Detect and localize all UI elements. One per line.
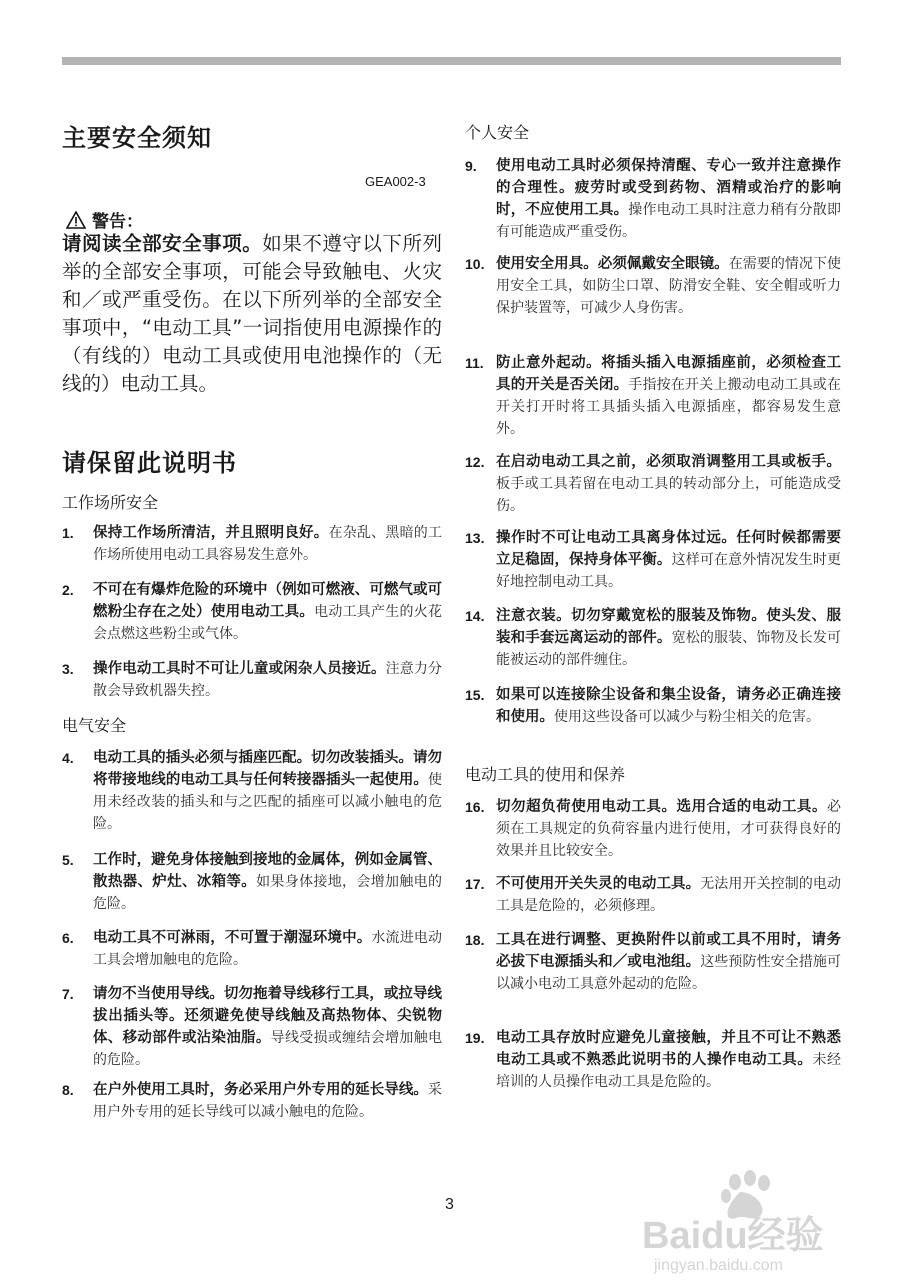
item-number: 1. xyxy=(62,525,74,541)
item-text: 板手或工具若留在电动工具的转动部分上，可能造成受伤。 xyxy=(496,476,841,514)
item-text: 必须在工具规定的负荷容量内进行使用，才可获得良好的效果并且比较安全。 xyxy=(496,799,841,859)
item-text: 采用户外专用的延长导线可以减小触电的危险。 xyxy=(93,1082,442,1120)
page-title: 主要安全须知 xyxy=(62,124,212,152)
item-bold: 不可使用开关失灵的电动工具。 xyxy=(496,876,701,892)
item-bold: 不可在有爆炸危险的环境中（例如可燃液、可燃气或可燃粉尘存在之处）使用电动工具。 xyxy=(93,582,442,620)
item-number: 5. xyxy=(62,852,74,868)
list-item xyxy=(62,983,442,1071)
item-text: 注意力分散会导致机器失控。 xyxy=(93,661,443,699)
list-item xyxy=(465,929,841,995)
item-bold: 防止意外起动。将插头插入电源插座前，必须检查工具的开关是否关闭。 xyxy=(496,355,841,393)
item-bold: 在启动电动工具之前，必须取消调整用工具或板手。 xyxy=(496,454,841,470)
item-number: 7. xyxy=(62,986,74,1002)
item-text: 手指按在开关上搬动电动工具或在开关打开时将工具插头插入电源插座，都容易发生意外。 xyxy=(496,377,842,437)
document-code: GEA002-3 xyxy=(365,174,426,189)
list-item xyxy=(465,796,841,862)
list-item xyxy=(465,527,841,593)
list-item xyxy=(465,1027,841,1093)
item-text: 水流进电动工具会增加触电的危险。 xyxy=(93,930,442,968)
warning-bold-text: 请阅读全部安全事项。 xyxy=(62,232,263,255)
item-text: 宽松的服装、饰物及长发可能被运动的部件缠住。 xyxy=(496,630,842,668)
subtitle: 请保留此说明书 xyxy=(62,449,237,477)
item-number: 2. xyxy=(62,582,74,598)
item-bold: 操作电动工具时不可让儿童或闲杂人员接近。 xyxy=(93,661,386,677)
list-item xyxy=(465,253,841,319)
item-text: 无法用开关控制的电动工具是危险的，必须修理。 xyxy=(496,876,842,914)
item-text: 操作电动工具时注意力稍有分散即有可能造成严重受伤。 xyxy=(496,202,842,240)
warning-body-text: 如果不遵守以下所列举的全部安全事项，可能会导致触电、火灾和／或严重受伤。在以下所列举的全部安全事项中，“电动工具”一词指使用电源操作的（有线的）电动工具或使用电池操作的（无线的）电动工具。 xyxy=(62,232,442,395)
list-item xyxy=(62,747,442,835)
item-number: 18. xyxy=(465,932,485,948)
item-bold: 切勿超负荷使用电动工具。选用合适的电动工具。 xyxy=(496,799,827,815)
watermark-url: jingyan.baidu.com xyxy=(654,1257,783,1274)
section-electrical-safety: 电气安全 xyxy=(62,716,127,735)
list-item xyxy=(62,1079,442,1123)
list-item xyxy=(62,579,442,645)
item-text: 未经培训的人员操作电动工具是危险的。 xyxy=(496,1052,842,1090)
item-number: 9. xyxy=(465,158,477,174)
item-bold: 工作时，避免身体接触到接地的金属体，例如金属管、散热器、炉灶、冰箱等。 xyxy=(93,852,442,890)
item-number: 4. xyxy=(62,750,74,766)
item-text: 在杂乱、黑暗的工作场所使用电动工具容易发生意外。 xyxy=(93,525,443,563)
item-number: 12. xyxy=(465,454,485,470)
top-rule xyxy=(62,57,841,65)
baidu-paw-logo xyxy=(640,1170,850,1275)
warning-text xyxy=(62,230,442,398)
item-text: 电动工具产生的火花会点燃这些粉尘或气体。 xyxy=(93,604,443,642)
page-number: 3 xyxy=(445,1196,454,1213)
warning-label: 警告： xyxy=(92,212,143,232)
item-number: 6. xyxy=(62,930,74,946)
list-item xyxy=(62,849,442,915)
item-text: 在需要的情况下使用安全工具，如防尘口罩、防滑安全鞋、安全帽或听力保护装置等，可减少人身伤害。 xyxy=(496,256,842,316)
list-item xyxy=(465,451,841,517)
item-bold: 电动工具存放时应避免儿童接触，并且不可让不熟悉电动工具或不熟悉此说明书的人操作电动工具。 xyxy=(496,1030,841,1068)
item-number: 16. xyxy=(465,799,485,815)
item-number: 10. xyxy=(465,256,485,272)
item-number: 17. xyxy=(465,876,485,892)
item-text: 这样可在意外情况发生时更好地控制电动工具。 xyxy=(496,552,842,590)
item-bold: 操作时不可让电动工具离身体过远。任何时候都需要立足稳固，保持身体平衡。 xyxy=(496,530,841,568)
item-number: 11. xyxy=(465,355,484,371)
section-work-area-safety: 工作场所安全 xyxy=(62,493,159,512)
list-item xyxy=(465,873,841,917)
item-bold: 电动工具的插头必须与插座匹配。切勿改装插头。请勿将带接地线的电动工具与任何转接器插头一起使用。 xyxy=(93,750,442,788)
list-item xyxy=(465,605,841,671)
item-bold: 请勿不当使用导线。切勿拖着导线移行工具，或拉导线拔出插头等。还须避免使导线触及高热物体、尖锐物体、移动部件或沾染油脂。 xyxy=(93,986,442,1046)
section-tool-use-and-care: 电动工具的使用和保养 xyxy=(465,765,626,784)
watermark-brand: Baidu经验 xyxy=(642,1215,824,1257)
item-bold: 保持工作场所清洁，并且照明良好。 xyxy=(93,525,329,541)
item-bold: 如果可以连接除尘设备和集尘设备，请务必正确连接和使用。 xyxy=(496,687,841,725)
list-item xyxy=(465,155,841,243)
item-bold: 电动工具不可淋雨，不可置于潮湿环境中。 xyxy=(93,930,372,946)
item-number: 3. xyxy=(62,661,74,677)
baidu-watermark xyxy=(640,1170,850,1275)
item-number: 8. xyxy=(62,1082,74,1098)
item-bold: 在户外使用工具时，务必采用户外专用的延长导线。 xyxy=(93,1082,428,1098)
list-item xyxy=(62,658,442,702)
list-item xyxy=(62,522,442,566)
section-personal-safety: 个人安全 xyxy=(465,123,530,142)
item-bold: 注意衣装。切勿穿戴宽松的服装及饰物。使头发、服装和手套远离运动的部件。 xyxy=(496,608,841,646)
item-text: 如果身体接地，会增加触电的危险。 xyxy=(93,874,443,912)
item-text: 这些预防性安全措施可以减小电动工具意外起动的危险。 xyxy=(496,954,842,992)
item-number: 15. xyxy=(465,687,485,703)
item-text: 使用未经改装的插头和与之匹配的插座可以减小触电的危险。 xyxy=(93,772,442,832)
item-number: 13. xyxy=(465,530,485,546)
list-item xyxy=(465,352,841,440)
list-item xyxy=(465,684,841,728)
item-bold: 使用电动工具时必须保持清醒、专心一致并注意操作的合理性。疲劳时或受到药物、酒精或治疗的影响时，不应使用工具。 xyxy=(496,158,841,218)
item-bold: 工具在进行调整、更换附件以前或工具不用时，请务必拔下电源插头和／或电池组。 xyxy=(496,932,841,970)
item-bold: 使用安全用具。必须佩戴安全眼镜。 xyxy=(496,256,729,272)
item-number: 19. xyxy=(465,1030,485,1046)
item-text: 导线受损或缠结会增加触电的危险。 xyxy=(93,1030,443,1068)
item-text: 使用这些设备可以减少与粉尘相关的危害。 xyxy=(554,709,820,725)
item-number: 14. xyxy=(465,608,485,624)
list-item xyxy=(62,927,442,971)
